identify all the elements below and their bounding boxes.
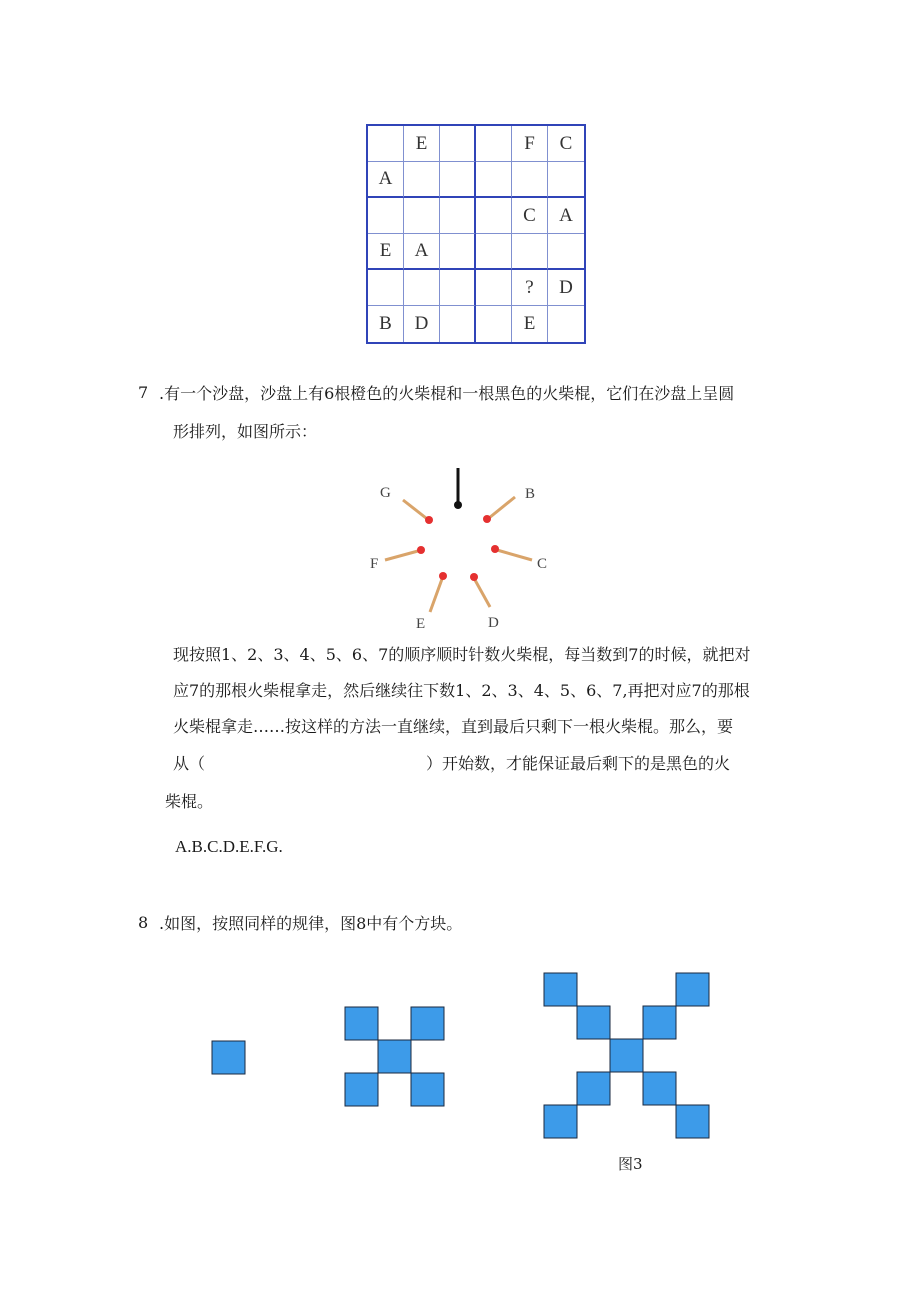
question-7-para-3: 火柴棍拿走……按这样的方法一直继续，直到最后只剩下一根火柴棍。那么，要: [173, 717, 734, 736]
sudoku-cell: [440, 198, 476, 234]
figure-3-caption: 图3: [618, 1155, 643, 1173]
sudoku-cell: [368, 126, 404, 162]
label-f: F: [370, 556, 379, 572]
sudoku-cell: C: [548, 126, 584, 162]
block-square: [378, 1040, 411, 1073]
block-square: [643, 1072, 676, 1105]
sudoku-cell: E: [404, 126, 440, 162]
block-square: [411, 1007, 444, 1040]
match-head-e: [439, 572, 447, 580]
sudoku-cell: [548, 234, 584, 270]
sudoku-cell: E: [368, 234, 404, 270]
figure-3: [544, 973, 709, 1138]
question-7-line-1: .有一个沙盘，沙盘上有6根橙色的火柴棍和一根黑色的火柴棍，它们在沙盘上呈圆: [159, 384, 735, 403]
block-square: [676, 973, 709, 1006]
sudoku-cell: C: [512, 198, 548, 234]
question-7-number: 7: [138, 383, 149, 402]
sudoku-cell: A: [548, 198, 584, 234]
sudoku-cell: [404, 270, 440, 306]
sudoku-cell: [548, 306, 584, 342]
sudoku-cell: B: [368, 306, 404, 342]
sudoku-cell: [548, 162, 584, 198]
match-head-f: [417, 546, 425, 554]
letter-sudoku-grid: [366, 124, 586, 344]
block-square: [544, 973, 577, 1006]
block-square: [544, 1105, 577, 1138]
matchstick-c: [497, 550, 532, 560]
label-e: E: [416, 616, 426, 632]
sudoku-cell: [404, 198, 440, 234]
sudoku-cell: F: [512, 126, 548, 162]
matchstick-g: [403, 500, 426, 518]
question-7-para-4-end: ）开始数，才能保证最后剩下的是黑色的火: [426, 754, 731, 773]
figure-1: [212, 1041, 245, 1074]
block-pattern-figures: [0, 960, 920, 1160]
sudoku-cell: [476, 234, 512, 270]
figure-2: [345, 1007, 444, 1106]
block-square: [610, 1039, 643, 1072]
question-7-para-5: 柴棍。: [165, 792, 214, 811]
sudoku-cell: E: [512, 306, 548, 342]
question-8-number: 8: [138, 913, 149, 932]
matchstick-e: [430, 579, 442, 612]
block-square: [676, 1105, 709, 1138]
sudoku-cell: [512, 162, 548, 198]
match-head-g: [425, 516, 433, 524]
sudoku-cell: [440, 126, 476, 162]
sudoku-cell: [440, 306, 476, 342]
question-8-text: .如图，按照同样的规律，图8中有个方块。: [159, 914, 463, 933]
match-head-c: [491, 545, 499, 553]
sudoku-cell: [368, 198, 404, 234]
matchstick-b: [489, 497, 515, 518]
block-square: [345, 1007, 378, 1040]
sudoku-cell: ?: [512, 270, 548, 306]
black-match-head: [454, 501, 462, 509]
question-7-line-2: 形排列，如图所示：: [173, 422, 318, 441]
sudoku-cell: D: [548, 270, 584, 306]
sudoku-cell: [476, 126, 512, 162]
sudoku-cell: A: [404, 234, 440, 270]
question-7-options: A.B.C.D.E.F.G.: [175, 837, 283, 856]
sudoku-cell: [404, 162, 440, 198]
match-head-d: [470, 573, 478, 581]
sudoku-cell: [440, 270, 476, 306]
matchstick-d: [475, 580, 490, 607]
block-square: [577, 1072, 610, 1105]
block-square: [345, 1073, 378, 1106]
label-c: C: [537, 556, 548, 572]
question-7-para-4-start: 从（: [173, 754, 206, 773]
sudoku-cell: A: [368, 162, 404, 198]
matchstick-f: [385, 551, 418, 560]
sudoku-cell: [476, 306, 512, 342]
sudoku-cell: [440, 162, 476, 198]
sudoku-cell: [476, 198, 512, 234]
label-b: B: [525, 486, 536, 502]
block-square: [212, 1041, 245, 1074]
sudoku-cell: [440, 234, 476, 270]
match-head-b: [483, 515, 491, 523]
sudoku-cell: [476, 162, 512, 198]
block-square: [411, 1073, 444, 1106]
sudoku-cell: [476, 270, 512, 306]
block-square: [577, 1006, 610, 1039]
sudoku-cell: D: [404, 306, 440, 342]
question-7-para-1: 现按照1、2、3、4、5、6、7的顺序顺时针数火柴棍，每当数到7的时候，就把对: [173, 645, 751, 664]
block-square: [643, 1006, 676, 1039]
matchstick-circle-figure: [360, 460, 560, 635]
label-d: D: [488, 615, 499, 631]
label-g: G: [380, 485, 391, 501]
sudoku-cell: [368, 270, 404, 306]
sudoku-cell: [512, 234, 548, 270]
question-7-para-2: 应7的那根火柴棍拿走，然后继续往下数1、2、3、4、5、6、7,再把对应7的那根: [173, 681, 750, 700]
